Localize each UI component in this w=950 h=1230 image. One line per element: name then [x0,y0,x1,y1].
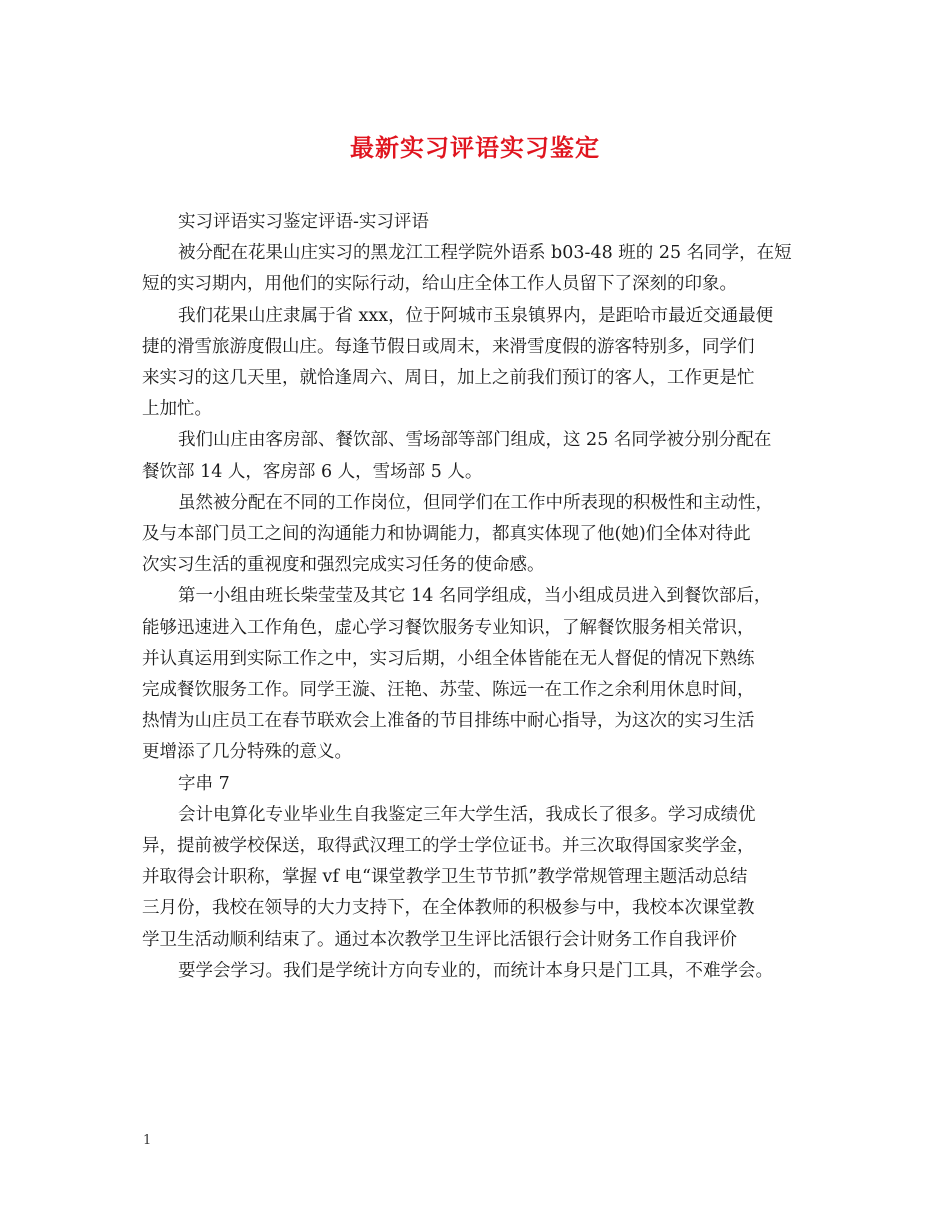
text-line: 能够迅速进入工作角色，虚心学习餐饮服务专业知识，了解餐饮服务相关常识， [142,617,755,638]
text-line: 虽然被分配在不同的工作岗位，但同学们在工作中所表现的积极性和主动性， [178,492,773,513]
page-title: 最新实习评语实习鉴定 [350,134,600,162]
text-line: 我们花果山庄隶属于省 xxx，位于阿城市玉泉镇界内，是距哈市最近交通最便 [178,305,774,326]
text-line: 热情为山庄员工在春节联欢会上准备的节目排练中耐心指导，为这次的实习生活 [142,711,755,732]
text-line: 次实习生活的重视度和强烈完成实习任务的使命感。 [142,555,545,576]
text-line: 更增添了几分特殊的意义。 [142,742,352,763]
text-line: 上加忙。 [142,399,212,420]
text-line: 餐饮部 14 人，客房部 6 人，雪场部 5 人。 [142,461,483,482]
text-line: 第一小组由班长柴莹莹及其它 14 名同学组成，当小组成员进入到餐饮部后， [178,586,772,607]
page-number: 1 [143,1133,152,1148]
text-line: 实习评语实习鉴定评语-实习评语 [178,212,429,232]
text-line: 我们山庄由客房部、餐饮部、雪场部等部门组成，这 25 名同学被分别分配在 [178,430,772,451]
text-line: 捷的滑雪旅游度假山庄。每逢节假日或周末，来滑雪度假的游客特别多，同学们 [142,336,755,357]
text-line: 短的实习期内，用他们的实际行动，给山庄全体工作人员留下了深刻的印象。 [142,274,737,295]
text-line: 异，提前被学校保送，取得武汉理工的学士学位证书。并三次取得国家奖学金， [142,836,755,857]
text-line: 来实习的这几天里，就恰逢周六、周日，加上之前我们预订的客人，工作更是忙 [142,368,755,389]
text-line: 字串 7 [178,773,230,794]
text-line: 及与本部门员工之间的沟通能力和协调能力，都真实体现了他(她)们全体对待此 [142,524,751,545]
text-line: 会计电算化专业毕业生自我鉴定三年大学生活，我成长了很多。学习成绩优 [178,804,756,825]
text-line: 被分配在花果山庄实习的黑龙江工程学院外语系 b03-48 班的 25 名同学，在短 [178,243,792,264]
text-line: 三月份，我校在领导的大力支持下，在全体教师的积极参与中，我校本次课堂教 [142,898,755,919]
text-line: 完成餐饮服务工作。同学王漩、汪艳、苏莹、陈远一在工作之余利用休息时间， [142,680,755,701]
text-line: 要学会学习。我们是学统计方向专业的，而统计本身只是门工具，不难学会。 [178,960,773,981]
text-line: 并取得会计职称，掌握 vf 电“课堂教学卫生节节抓”教学常规管理主题活动总结 [142,867,748,888]
text-line: 学卫生活动顺利结束了。通过本次教学卫生评比活银行会计财务工作自我评价 [142,929,737,950]
text-line: 并认真运用到实际工作之中，实习后期，小组全体皆能在无人督促的情况下熟练 [142,648,755,669]
document-body [142,207,822,987]
